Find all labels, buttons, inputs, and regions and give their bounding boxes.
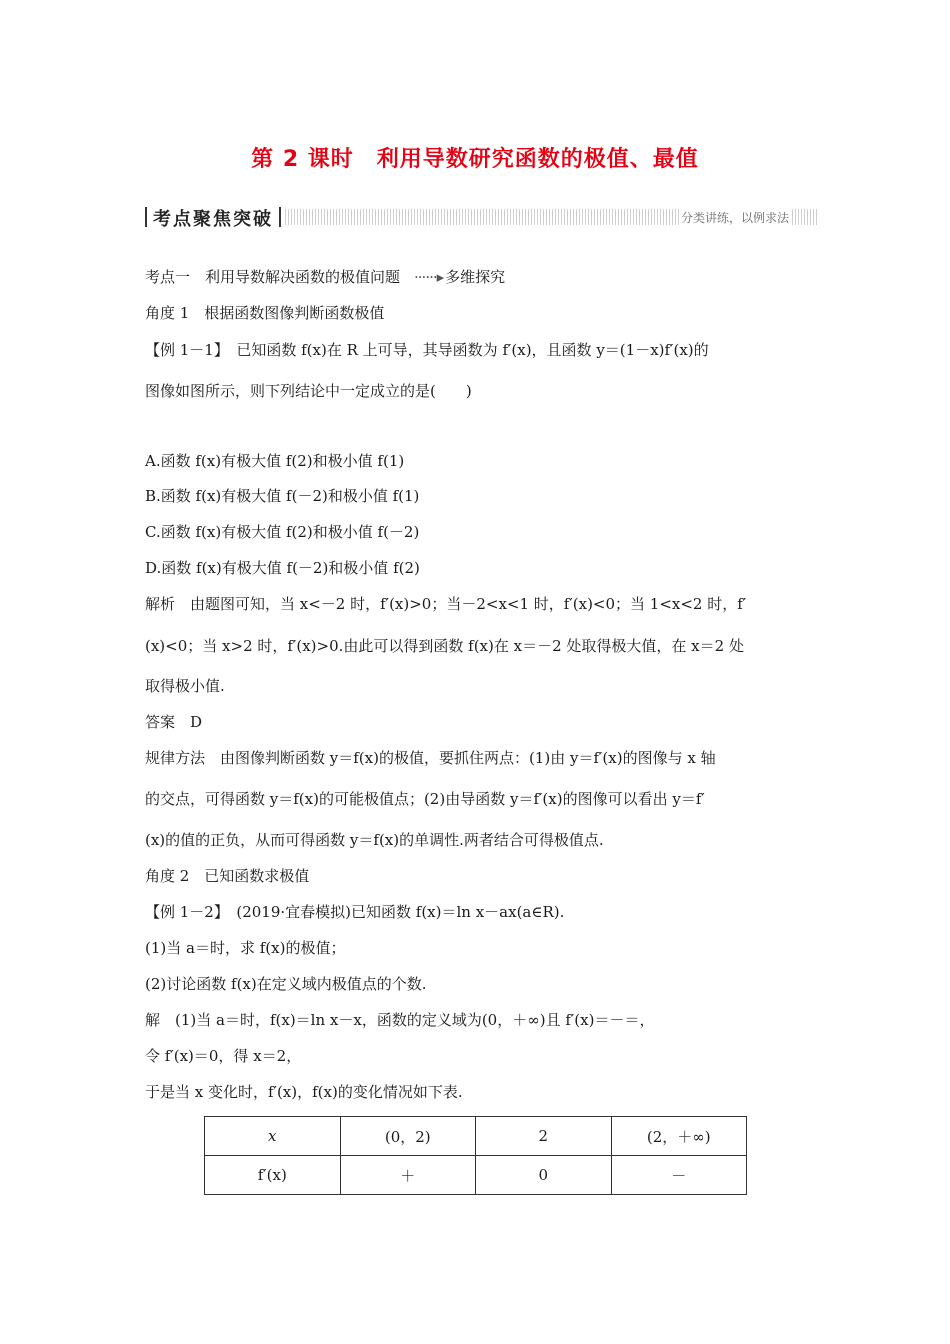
question-2: (2)讨论函数 f(x)在定义域内极值点的个数. [145, 975, 427, 993]
analysis-line-3: 取得极小值. [145, 677, 225, 695]
solution-line-3: 于是当 x 变化时，f′(x)，f(x)的变化情况如下表. [145, 1083, 463, 1101]
table-header-cell: x [205, 1117, 341, 1156]
table-row [205, 1117, 747, 1156]
analysis-line-2: (x)<0；当 x>2 时，f′(x)>0.由此可以得到函数 f(x)在 x＝－2 处取得极大值，在 x＝2 处 [145, 637, 744, 655]
solution-line-2: 令 f′(x)＝0，得 x＝2， [145, 1047, 302, 1065]
table-cell: f′(x) [205, 1156, 341, 1195]
answer: 答案 D [145, 713, 203, 731]
analysis-line-1: 解析 由题图可知，当 x<－2 时，f′(x)>0；当－2<x<1 时，f′(x)<0；当 1<x<2 时，f′ [145, 595, 747, 613]
example-1-1-text-cont: 图像如图所示，则下列结论中一定成立的是( ) [145, 382, 472, 400]
table-cell: 0 [476, 1156, 612, 1195]
angle-2-heading: 角度 2 已知函数求极值 [145, 867, 310, 885]
question-1: (1)当 a＝时，求 f(x)的极值； [145, 939, 346, 957]
solution-line-1: 解 (1)当 a＝时，f(x)＝ln x－x，函数的定义域为(0，＋∞)且 f′(x)＝－＝， [145, 1011, 655, 1029]
arrow-icon: ······▸ [414, 268, 444, 286]
angle-1-heading: 角度 1 根据函数图像判断函数极值 [145, 304, 385, 322]
option-c: C.函数 f(x)有极大值 f(2)和极小值 f(－2) [145, 523, 420, 541]
banner-left-bar [145, 207, 147, 227]
banner-divider-bar [279, 207, 281, 227]
topic-heading-text: 考点一 利用导数解决函数的极值问题 [145, 268, 401, 286]
option-d: D.函数 f(x)有极大值 f(－2)和极小值 f(2) [145, 559, 420, 577]
table-header-cell: (0，2) [340, 1117, 476, 1156]
banner-label: 考点聚焦突破 [153, 209, 273, 230]
option-a: A.函数 f(x)有极大值 f(2)和极小值 f(1) [145, 452, 405, 470]
table-cell: － [611, 1156, 747, 1195]
example-1-1-text: 【例 1－1】 已知函数 f(x)在 R 上可导，其导函数为 f′(x)，且函数 y＝(1－x)f′(x)的 [145, 341, 709, 359]
page-title: 第 2 课时 利用导数研究函数的极值、最值 [251, 147, 699, 172]
option-b: B.函数 f(x)有极大值 f(－2)和极小值 f(1) [145, 487, 420, 505]
method-line-3: (x)的值的正负，从而可得函数 y＝f(x)的单调性.两者结合可得极值点. [145, 831, 604, 849]
method-line-1: 规律方法 由图像判断函数 y＝f(x)的极值，要抓住两点：(1)由 y＝f′(x)的图像与 x 轴 [145, 749, 716, 767]
table-header-cell: (2，＋∞) [611, 1117, 747, 1156]
method-line-2: 的交点，可得函数 y＝f(x)的可能极值点；(2)由导函数 y＝f′(x)的图像可以看出 y＝f′ [145, 790, 705, 808]
topic-heading [145, 267, 505, 287]
section-banner [145, 205, 817, 229]
topic-tag: 多维探究 [445, 268, 506, 286]
table-cell: ＋ [340, 1156, 476, 1195]
banner-subtitle: 分类讲练，以例求法 [680, 211, 789, 225]
variation-table [204, 1116, 747, 1195]
example-1-2-text: 【例 1－2】 (2019·宜春模拟)已知函数 f(x)＝ln x－ax(a∈R). [145, 903, 565, 921]
table-row [205, 1156, 747, 1195]
table-header-cell: 2 [476, 1117, 612, 1156]
